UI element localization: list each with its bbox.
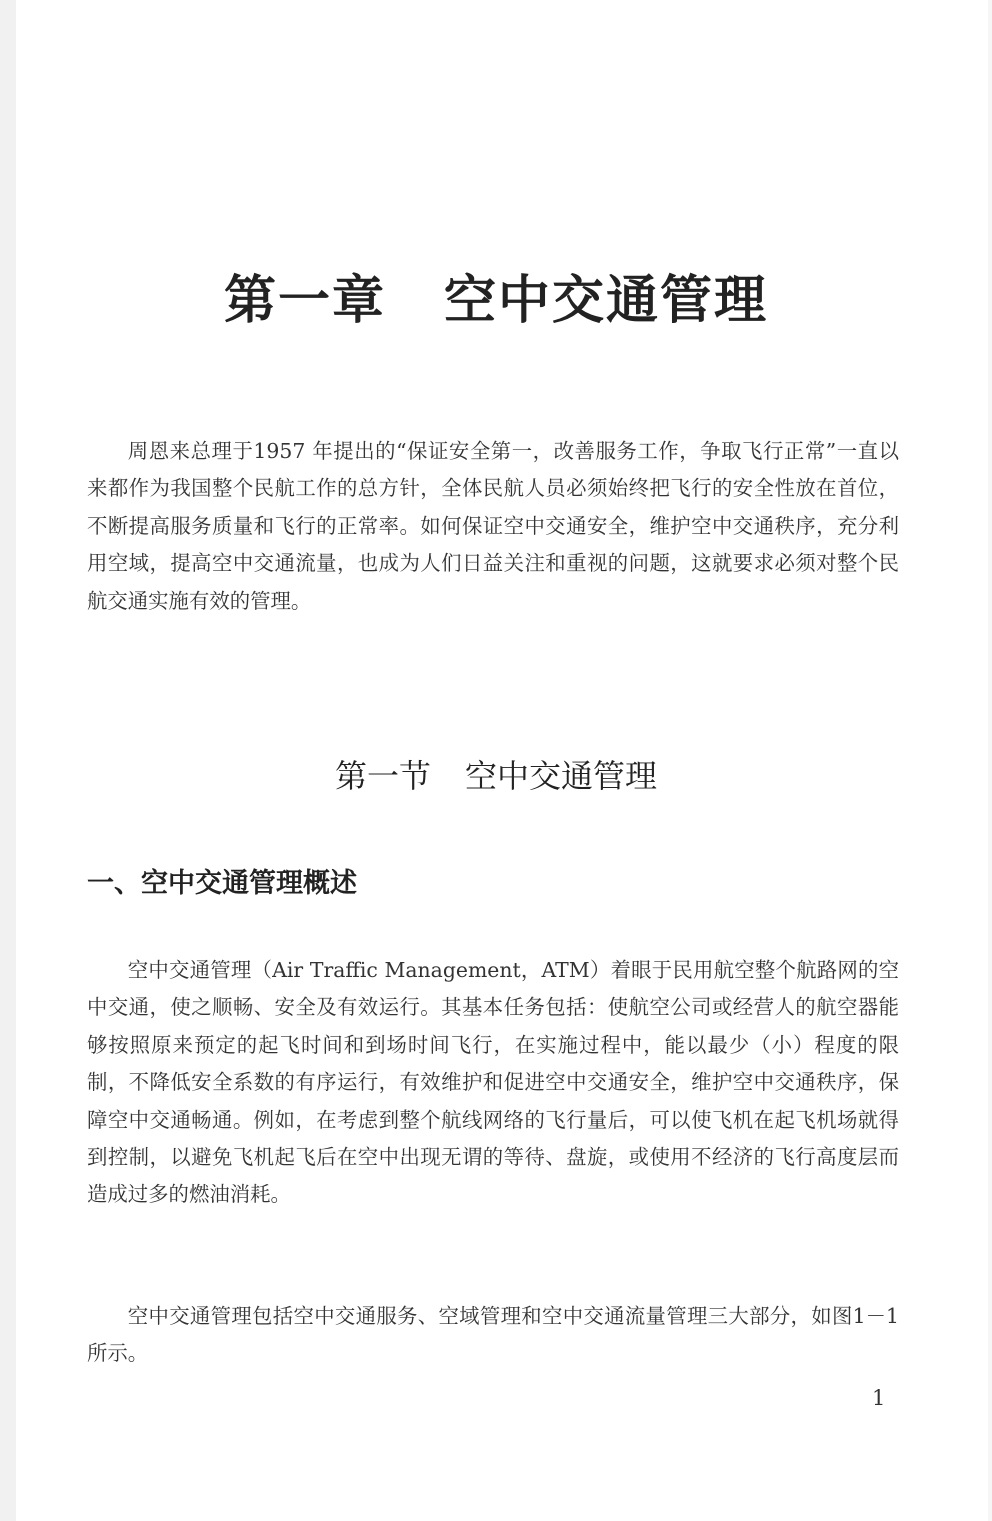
subsection-title: 一、空中交通管理概述 (87, 868, 357, 899)
section-title (0, 752, 992, 800)
intro-paragraph: 周恩来总理于1957 年提出的“保证安全第一，改善服务工作，争取飞行正常”一直以来都作为我国整个民航工作的总方针，全体民航人员必须始终把飞行的安全性放在首位，不断提高服务质量和飞行的正常率。如何保证空中交通安全，维护空中交通秩序，充分利用空域，提高空中交通流量，也成为人们日益关注和重视的问题，这就要求必须对整个民航交通实施有效的管理。 (87, 439, 899, 613)
section-title-text: 空中交通管理 (465, 757, 658, 795)
page-number: 1 (872, 1386, 886, 1410)
body-paragraph-atm-parts: 空中交通管理包括空中交通服务、空域管理和空中交通流量管理三大部分，如图1－1 所示。 (87, 1304, 899, 1366)
section-number: 第一节 (334, 757, 431, 795)
body-paragraph-atm-definition: 空中交通管理（Air Traffic Management，ATM）着眼于民用航空整个航路网的空中交通，使之顺畅、安全及有效运行。其基本任务包括：使航空公司或经营人的航空器能够按照原来预定的起飞时间和到场时间飞行，在实施过程中，能以最少（小）程度的限制，不降低安全系数的有序运行，有效维护和促进空中交通安全，维护空中交通秩序，保障空中交通畅通。例如，在考虑到整个航线网络的飞行量后，可以使飞机在起飞机场就得到控制，以避免飞机起飞后在空中出现无谓的等待、盘旋，或使用不经济的飞行高度层而造成过多的燃油消耗。 (87, 958, 899, 1207)
chapter-title-text: 空中交通管理 (444, 270, 769, 331)
chapter-number: 第一章 (223, 270, 386, 331)
chapter-title (0, 266, 992, 336)
